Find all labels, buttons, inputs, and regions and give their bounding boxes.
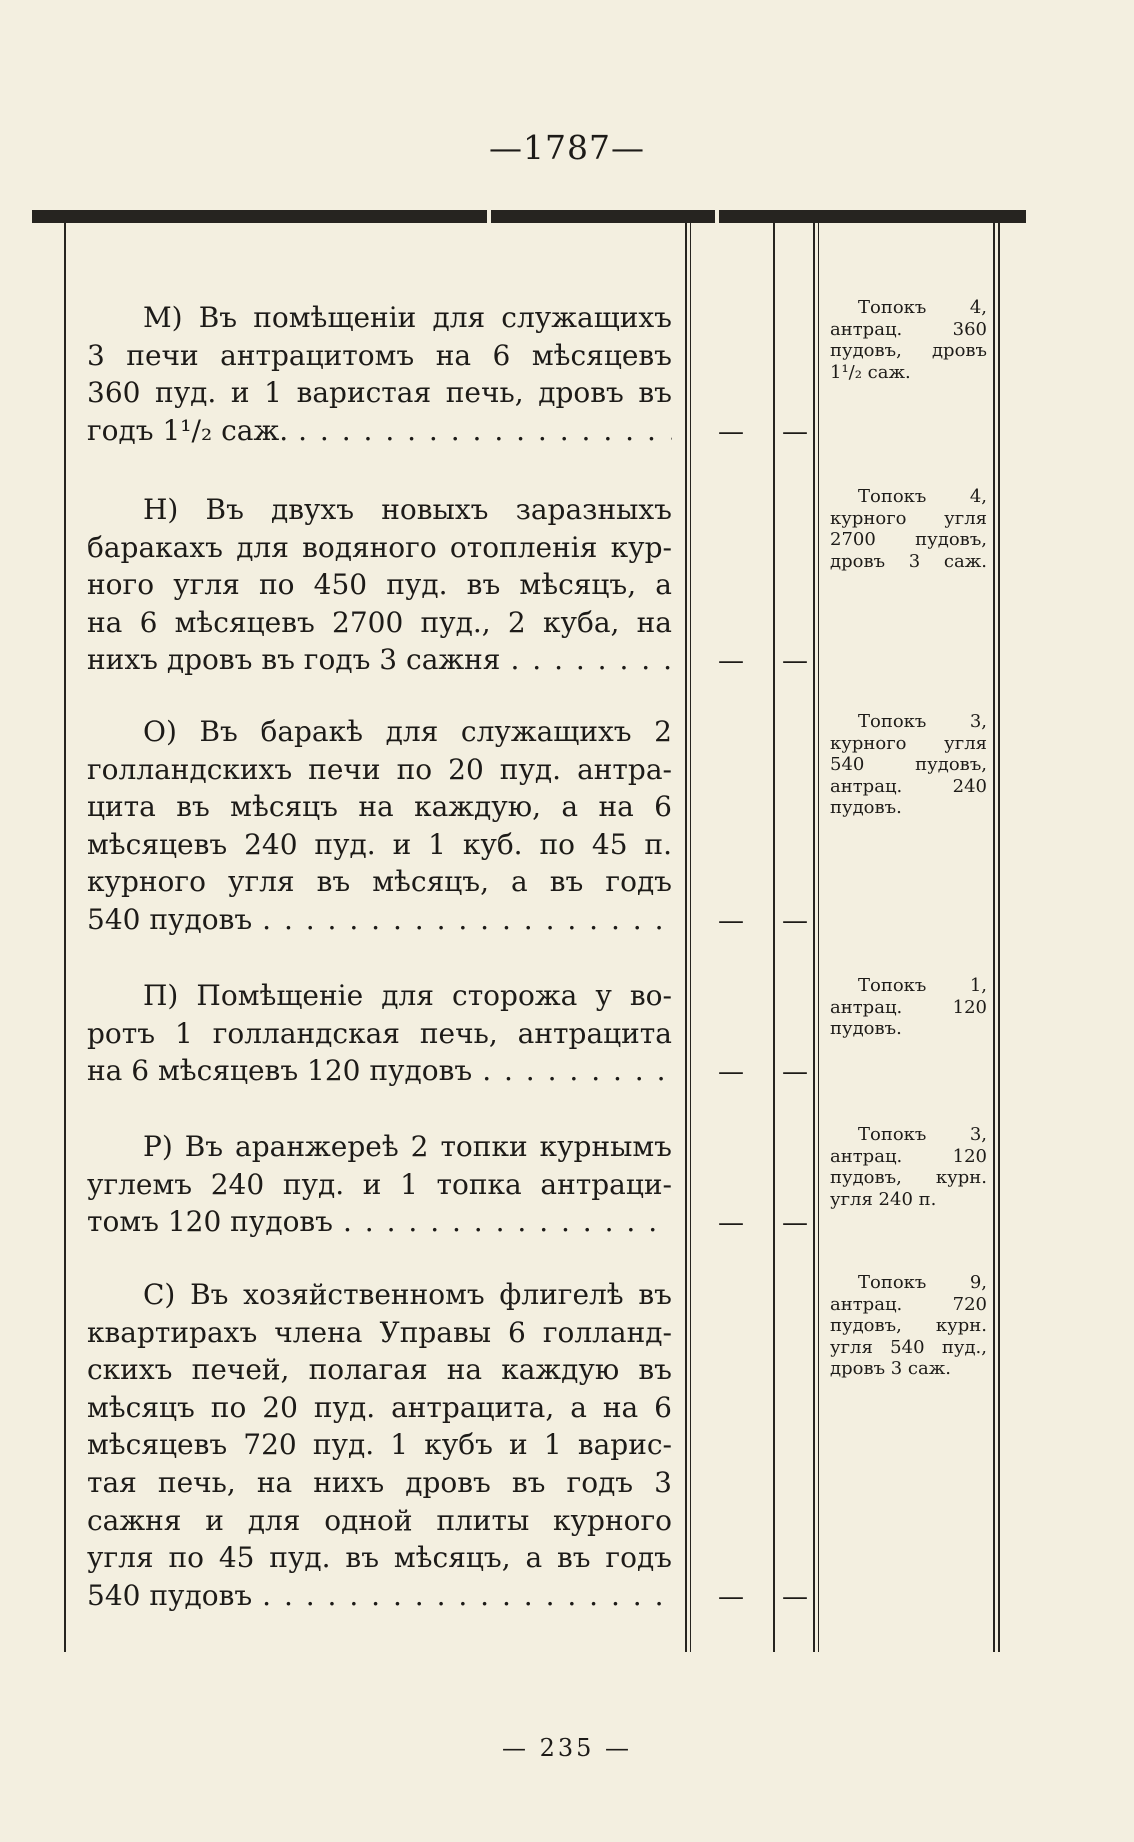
entry-line: томъ 120 пудовъ . . . [87,1203,672,1241]
dot-leader [288,412,672,450]
entry-line: углемъ 240 пуд. и 1 топка антраци- [87,1167,672,1201]
entry-line: 540 пудовъ . . . [87,901,672,939]
dot-leader [500,641,672,679]
note-m: Топокъ 4, антрац. 360 пудовъ, дровъ 1¹/₂ саж. [830,297,987,383]
dash-col-2: — [782,1057,808,1087]
entry-s [87,1276,672,1614]
dash-col-1: — [718,1582,744,1612]
dash-col-2: — [782,1208,808,1238]
dash-col-2: — [782,417,808,447]
entry-line: сажня и для одной плиты курного [87,1503,672,1537]
entry-line: ного угля по 450 пуд. въ мѣсяцъ, а [87,568,672,602]
entry-line: мѣсяцъ по 20 пуд. антрацита, а на 6 [87,1390,672,1424]
column-divider-left [64,222,66,1652]
page-number-bottom: — 235 — [501,1734,633,1762]
note-s: Топокъ 9, антрац. 720 пудовъ, курн. угля 540 пуд., дровъ 3 саж. [830,1272,987,1379]
entry-line: тая печь, на нихъ дровъ въ годъ 3 [87,1465,672,1499]
entry-r [87,1128,672,1241]
dot-leader [333,1203,672,1241]
entry-n [87,491,672,679]
entry-line: голландскихъ печи по 20 пуд. антра- [87,752,672,786]
entry-line: на 6 мѣсяцевъ 120 пудовъ . . . [87,1052,672,1090]
entry-line: на 6 мѣсяцевъ 2700 пуд., 2 куба, на [87,605,672,639]
entry-line: М) Въ помѣщеніи для служащихъ [143,301,672,334]
column-divider-note-left-b [818,222,819,1652]
column-divider-text-right-b [690,222,691,1652]
entry-m [87,299,672,449]
entry-line: скихъ печей, полагая на каждую въ [87,1353,672,1387]
column-divider-right-b [998,222,1000,1652]
entry-line: квартирахъ члена Управы 6 голланд- [87,1315,672,1349]
dot-leader [472,1052,672,1090]
entry-line: нихъ дровъ въ годъ 3 сажня . . . [87,641,672,679]
note-n: Топокъ 4, курного угля 2700 пудовъ, дровъ 3 саж. [830,486,987,572]
entry-line: О) Въ баракѣ для служащихъ 2 [143,715,672,748]
page-number-top: —1787— [489,128,645,167]
entry-line: мѣсяцевъ 720 пуд. 1 кубъ и 1 варис- [87,1428,672,1462]
note-p: Топокъ 1, антрац. 120 пудовъ. [830,975,987,1039]
entry-line: угля по 45 пуд. въ мѣсяцъ, а въ годъ [87,1541,672,1575]
dash-col-1: — [718,1208,744,1238]
entry-line: годъ 1¹/₂ саж. . . . [87,412,672,450]
dash-col-1: — [718,646,744,676]
dash-col-1: — [718,906,744,936]
entry-line: баракахъ для водяного отопленія кур- [87,530,672,564]
dot-leader [252,1577,672,1615]
dash-col-2: — [782,646,808,676]
top-rule [32,210,1026,223]
entry-p [87,977,672,1090]
entry-line: С) Въ хозяйственномъ флигелѣ въ [143,1278,672,1311]
entry-o [87,713,672,939]
column-divider-text-right-a [685,222,687,1652]
entry-line: цита въ мѣсяцъ на каждую, а на 6 [87,790,672,824]
dash-col-1: — [718,417,744,447]
entry-line: ротъ 1 голландская печь, антрацита [87,1016,672,1050]
entry-line: Р) Въ аранжереѣ 2 топки курнымъ [143,1130,672,1163]
entry-line: курного угля въ мѣсяцъ, а въ годъ [87,865,672,899]
dash-col-2: — [782,906,808,936]
entry-line: 540 пудовъ . . . [87,1577,672,1615]
entry-line: П) Помѣщеніе для сторожа у во- [143,979,672,1012]
entry-line: 360 пуд. и 1 варистая печь, дровъ въ [87,376,672,410]
note-o: Топокъ 3, курного угля 540 пудовъ, антрац. 240 пудовъ. [830,711,987,818]
column-divider-right-a [993,222,995,1652]
note-r: Топокъ 3, антрац. 120 пудовъ, курн. угля 240 п. [830,1124,987,1210]
dash-col-2: — [782,1582,808,1612]
entry-line: 3 печи антрацитомъ на 6 мѣсяцевъ [87,338,672,372]
dot-leader [252,901,672,939]
entry-line: мѣсяцевъ 240 пуд. и 1 куб. по 45 п. [87,827,672,861]
dash-col-1: — [718,1057,744,1087]
entry-line: Н) Въ двухъ новыхъ заразныхъ [143,493,672,526]
